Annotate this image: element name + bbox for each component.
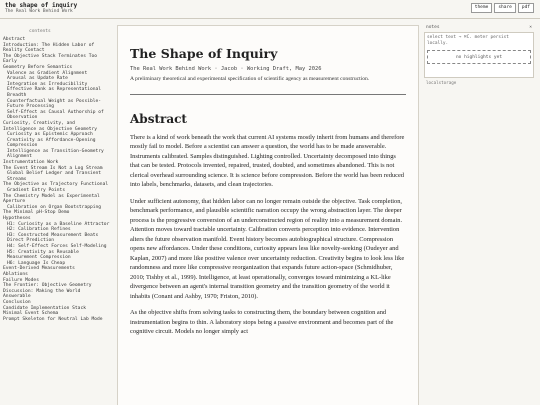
toc-link[interactable]: Discussion: Making the World Answerable: [3, 288, 81, 300]
toc-link[interactable]: Conclusion: [3, 299, 31, 305]
notes-panel: [424, 25, 534, 125]
toc-link[interactable]: Calibration on Organ Bootstrapping: [7, 204, 102, 210]
divider: [130, 94, 406, 95]
toc-link[interactable]: The Chemistry Model as Experimental Aperture: [3, 193, 100, 205]
toc-link[interactable]: Integration as Irreducibility: [7, 81, 88, 87]
toc-link[interactable]: Intelligence as Transition-Geometry Alignment: [7, 148, 104, 160]
toc-link[interactable]: Candidate Implementation Stack: [3, 305, 86, 311]
toc-link[interactable]: Curiosity, Creativity, and Intelligence as Objective Geometry: [3, 120, 98, 132]
table-of-contents: [0, 19, 110, 405]
section-heading: Abstract: [130, 111, 187, 126]
paragraph: As the objective shifts from solving tasks to constructing them, the boundary between cognition and instrumentation begins to thin. A laboratory stops being a passive environment and becomes part of the cognitive circuit. Models no longer simply act: [130, 309, 394, 336]
toc-link[interactable]: The Objective as Trajectory Functional: [3, 182, 109, 188]
document-meta: The Real Work Behind Work · Jacob · Working Draft, May 2026: [130, 66, 322, 72]
toc-link[interactable]: Hypotheses: [3, 216, 31, 221]
toc-link[interactable]: H3: Constructed Measurement Beats Direct Prediction: [7, 232, 99, 244]
toc-link[interactable]: Ablations: [3, 271, 28, 277]
toc-link[interactable]: The Minimal pH-Stop Demo: [3, 210, 70, 216]
top-actions: [471, 3, 534, 13]
toc-link[interactable]: H5: Creativity as Reusable Measurement Compression: [7, 249, 79, 261]
toc-link[interactable]: H1: Curiosity as a Baseline Attractor: [7, 221, 110, 227]
paragraph: There is a kind of work beneath the work that current AI systems mostly inherit from humans and therefore mostly fail to model. Before a scientist can answer a question, the world has to be made answerable. Instruments calibrated. Samples distinguished. Lighting controlled. Uncertainty decomposed into things that can be tested. Protocols invented, repaired, trusted, doubted, and sometimes abandoned. This is not clerical overhead surrounding science. It is science before compression. Before the world has been reduced into labels, benchmarks, datasets, and clean trajectories.: [130, 133, 405, 189]
toc-link[interactable]: Global Belief Ledger and Transient Streams: [7, 171, 102, 182]
toc-link[interactable]: Abstract: [3, 37, 26, 42]
toc-link[interactable]: Self-Effect as Causal Authorship of Observation: [7, 109, 104, 121]
toc-link[interactable]: Introduction: The Hidden Labor of Reality Contact: [3, 42, 95, 54]
close-icon[interactable]: ×: [529, 25, 532, 30]
notes-placeholder: select text → ⌘C. meter persist locally.: [427, 35, 509, 46]
toc-link[interactable]: The Frontier: Objective Geometry: [3, 283, 92, 289]
notes-textarea[interactable]: [424, 32, 534, 78]
toc-heading: contents: [29, 29, 51, 34]
document-description: A preliminary theoretical and experimental specification of scientific agency as measurement construction.: [130, 76, 370, 82]
toc-link[interactable]: H2: Calibration Refines: [7, 227, 71, 233]
toc-link[interactable]: Effective Rank as Representational Breadth: [7, 87, 102, 98]
toc-link[interactable]: H6: Language Is Cheap: [7, 260, 66, 266]
highlights-box: [427, 50, 531, 64]
toc-link[interactable]: Prompt Skeleton for Neutral Lab Mode: [3, 316, 103, 322]
toc-list: [3, 37, 110, 322]
share-button[interactable]: share: [494, 3, 516, 13]
toc-link[interactable]: Instrumentation Work: [3, 160, 59, 166]
toc-link[interactable]: The Objective Stack Terminates Too Early: [3, 53, 98, 65]
toc-link[interactable]: The Event Stream Is Not a Log Stream: [3, 165, 103, 171]
toc-link[interactable]: Counterfactual Weight as Possible-Future Processing: [7, 98, 102, 110]
notes-storage-label: localstorage: [426, 80, 457, 85]
pdf-button[interactable]: pdf: [518, 3, 534, 13]
toc-link[interactable]: Arousal as Update Rate: [7, 76, 68, 82]
toc-link[interactable]: Gradient Entry Points: [7, 188, 66, 194]
toc-link[interactable]: Curiosity as Epistemic Approach: [7, 132, 93, 138]
toc-link[interactable]: Failure Modes: [3, 277, 39, 283]
notes-header: [424, 25, 534, 31]
paragraph: Under sufficient autonomy, that hidden labor can no longer remain outside the objective. Task completion, benchmark performance, and plausible scientific narration occupy the wrong abstraction layer. The deeper process is the progressive conversion of an underconstructed region of reality into a measurement domain. Attention moves toward tractable uncertainty. Calibration converts perception into evidence. Intervention alters the future observation manifold. Event history becomes autobiographical structure. Compression opens new affordances. Under these conditions, curiosity appears less like novelty-seeking (Oudeyer and Kaplan, 2007) and more like positive valence over uncertainty reduction. Creativity begins to look less like randomness and more like compressive reorganization that expands future action-space (Schmidhuber, 2010; Tishby et al., 1999). Intelligence, at least operationally, converges toward minimizing a KL-like divergence between an agent's internal transition geometry and the transition geometry of the world it inhabits (Conant and Ashby, 1970; Friston, 2010).: [130, 197, 405, 300]
toc-link[interactable]: Valence as Gradient Alignment: [7, 70, 88, 76]
notes-title: notes: [426, 25, 440, 30]
document-panel: [117, 25, 419, 405]
theme-button[interactable]: theme: [471, 3, 493, 13]
toc-link[interactable]: H4: Self-Effect Forces Self-Modeling: [7, 243, 107, 249]
page-title: The Shape of Inquiry: [130, 46, 278, 61]
app-subtitle: The Real Work Behind Work: [5, 9, 73, 14]
highlights-empty-text: no highlights yet: [455, 54, 503, 60]
app-title: the shape of inquiry: [5, 2, 78, 9]
toc-link[interactable]: Minimal Event Schema: [3, 311, 59, 317]
toc-link[interactable]: Geometry Before Semantics: [3, 64, 73, 70]
toc-link[interactable]: Creativity as Affordance-Opening Compression: [7, 137, 96, 149]
toc-link[interactable]: Event-Derived Measurements: [3, 266, 75, 272]
top-bar: [0, 0, 540, 19]
